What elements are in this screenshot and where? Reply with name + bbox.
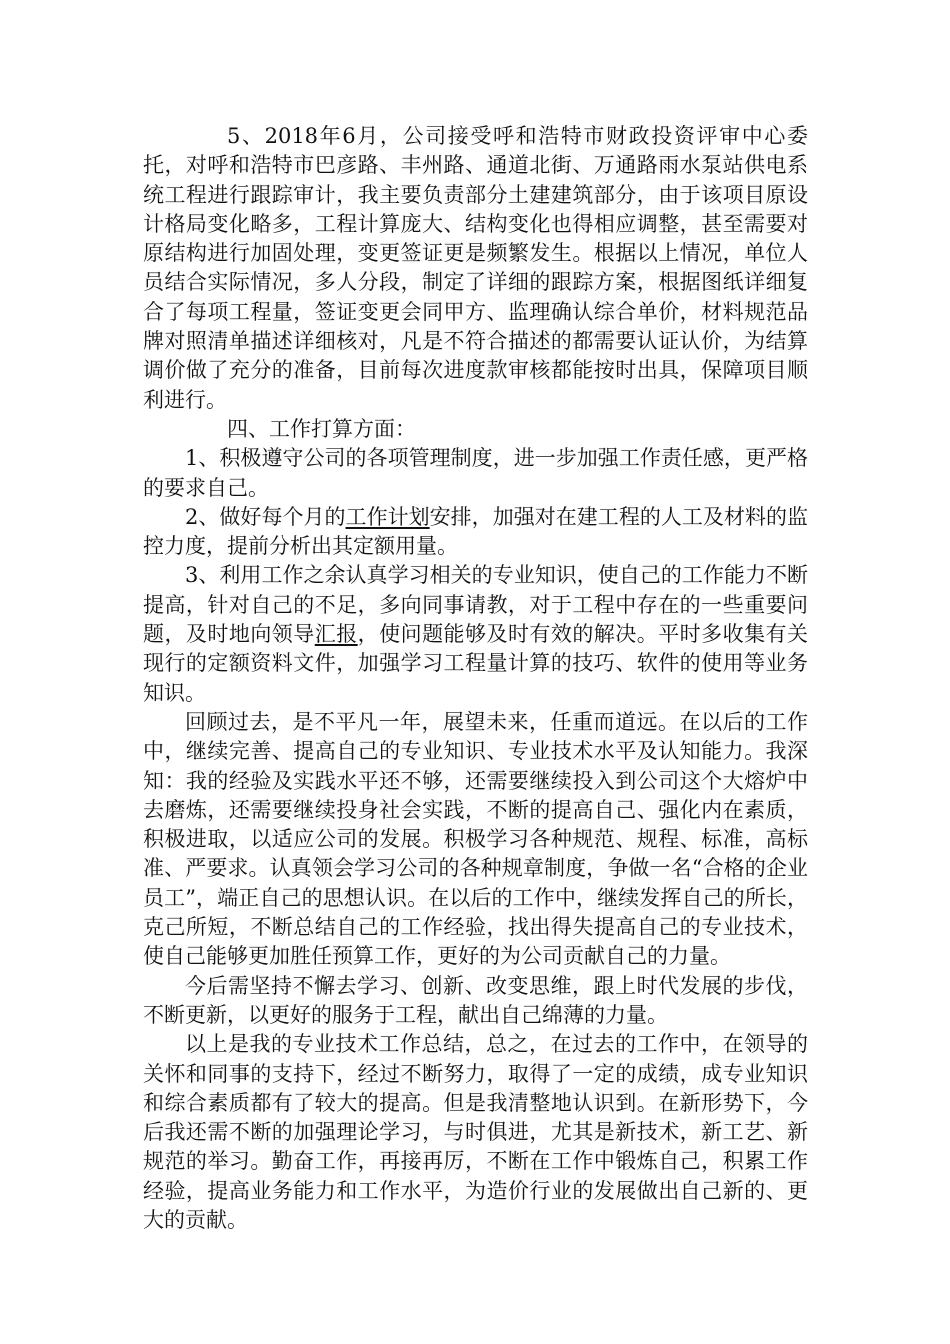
paragraph-plan-2-text-after: 安排，加强对在建工程的人工及材料的监控力度，提前分析出其定额用量。 (143, 504, 809, 559)
work-plan-link[interactable]: 工作计划 (345, 504, 430, 529)
paragraph-future: 今后需坚持不懈去学习、创新、改变思维，跟上时代发展的步伐，不断更新，以更好的服务于工程，献出自己绵薄的力量。 (143, 973, 808, 1027)
paragraph-plan-3 (143, 561, 808, 707)
paragraph-plan-3-text-after: ，使问题能够及时有效的解决。平时多收集有关现行的定额资料文件，加强学习工程量计算的技巧、软件的使用等业务知识。 (143, 622, 809, 705)
section-heading-work-plans: 四、工作打算方面： (227, 416, 416, 441)
report-link[interactable]: 汇报 (314, 622, 358, 647)
paragraph-conclusion: 以上是我的专业技术工作总结，总之，在过去的工作中，在领导的关怀和同事的支持下，经过不断努力，取得了一定的成绩，成专业知识和综合素质都有了较大的提高。但是我清整地认识到。在新形势下，今后我还需不断的加强理论学习，与时俱进，尤其是新技术，新工艺、新规范的举习。勤奋工作，再接再厉，不断在工作中锻炼自己，积累工作经验，提高业务能力和工作水平，为造价行业的发展做出自己新的、更大的贡献。 (143, 1032, 808, 1232)
paragraph-review: 回顾过去，是不平凡一年，展望未来，任重而道远。在以后的工作中，继续完善、提高自己的专业知识、专业技术水平及认知能力。我深知：我的经验及实践水平还不够，还需要继续投入到公司这个大熔炉中去磨炼，还需要继续投身社会实践，不断的提高自己、强化内在素质，积极进取，以适应公司的发展。积极学习各种规范、规程、标准，高标准、严要求。认真领会学习公司的各种规章制度，争做一名“合格的企业员工”，端正自己的思想认识。在以后的工作中，继续发挥自己的所长，克己所短，不断总结自己的工作经验，找出得失提高自己的专业技术，使自己能够更加胜任预算工作，更好的为公司贡献自己的力量。 (143, 709, 808, 969)
paragraph-plan-1: 1、积极遵守公司的各项管理制度，进一步加强工作责任感，更严格的要求自己。 (143, 446, 808, 500)
document-body (143, 122, 808, 1235)
paragraph-plan-2-text-before: 2、做好每个月的 (185, 504, 346, 529)
paragraph-project-5: 5、2018年6月，公司接受呼和浩特市财政投资评审中心委托，对呼和浩特市巴彦路、丰州路、通道北街、万通路雨水泵站供电系统工程进行跟踪审计，我主要负责部分土建建筑部分，由于该项目原设计格局变化略多，工程计算庞大、结构变化也得相应调整，甚至需要对原结构进行加固处理，变更签证更是频繁发生。根据以上情况，单位人员结合实际情况，多人分段，制定了详细的跟踪方案，根据图纸详细复合了每项工程量，签证变更会同甲方、监理确认综合单价，材料规范品牌对照清单描述详细核对，凡是不符合描述的都需要认证认价，为结算调价做了充分的准备，目前每次进度款审核都能按时出具，保障项目顺利进行。 (143, 124, 808, 412)
paragraph-plan-3-text-before: 3、利用工作之余认真学习相关的专业知识，使自己的工作能力不断提高，针对自己的不足，多向同事请教，对于工程中存在的一些重要问题，及时地向领导 (143, 563, 808, 647)
paragraph-plan-2 (143, 503, 808, 562)
